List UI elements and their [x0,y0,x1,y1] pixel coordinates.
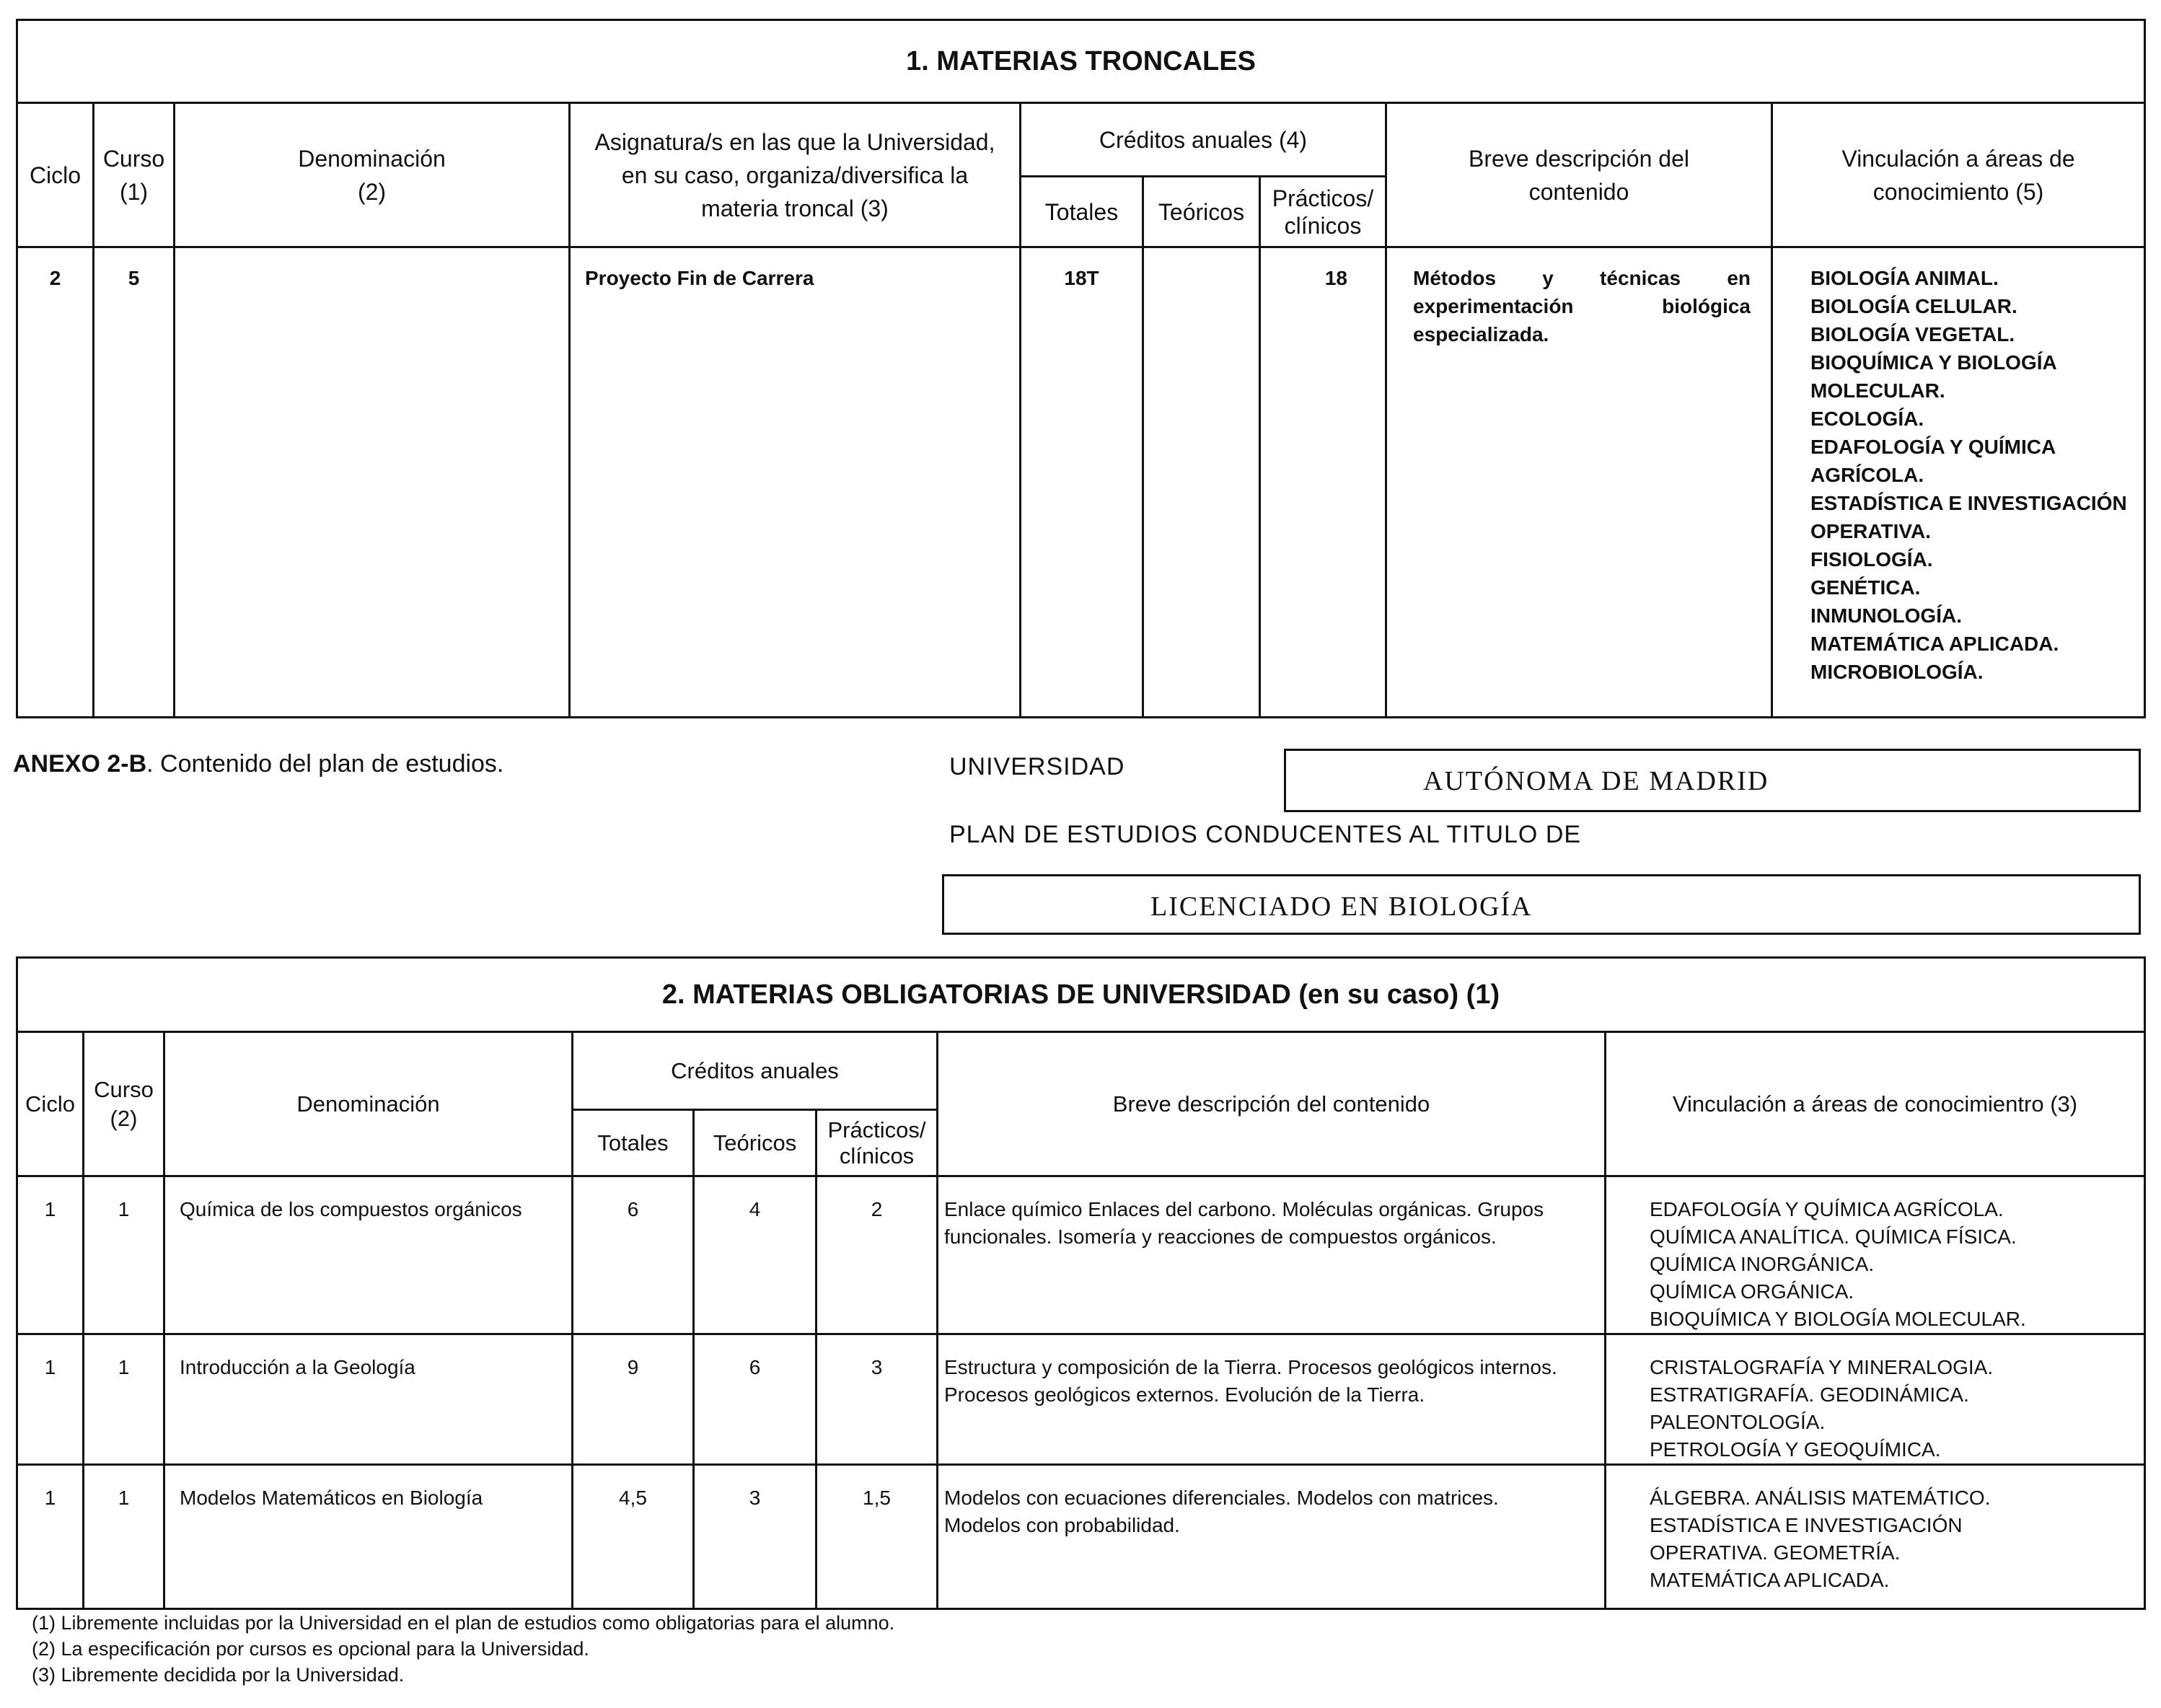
cell-totales: 9 [573,1334,694,1465]
cell-curso: 1 [84,1334,164,1465]
area-item: ECOLOGÍA. [1810,408,1924,430]
cell-denominacion: Modelos Matemáticos en Biología [164,1465,573,1609]
universidad-label: UNIVERSIDAD [949,753,1125,780]
area-item: ÁLGEBRA. ANÁLISIS MATEMÁTICO. [1650,1487,1991,1509]
cell-denominacion: Química de los compuestos orgánicos [164,1176,573,1334]
cell-teoricos: 6 [694,1334,817,1465]
cell-teoricos: 3 [694,1465,817,1609]
table-row [17,247,2145,718]
area-item: MATEMÁTICA APLICADA. [1650,1569,1890,1591]
hdr-vinculacion: Vinculación a áreas de conocimientro (3) [1606,1032,2145,1176]
cell-curso: 5 [94,247,175,718]
cell-ciclo: 1 [17,1334,84,1465]
area-item: OPERATIVA. [1810,520,1931,542]
area-item: AGRÍCOLA. [1810,464,1924,486]
footnotes [32,1610,894,1688]
area-item: QUÍMICA ANALÍTICA. QUÍMICA FÍSICA. [1650,1225,2017,1248]
hdr-vinculacion: Vinculación a áreas de conocimiento (5) [1772,103,2145,247]
cell-areas [1606,1334,2145,1465]
area-item: QUÍMICA ORGÁNICA. [1650,1280,1854,1303]
area-item: MATEMÁTICA APLICADA. [1810,633,2059,655]
hdr-asignaturas: Asignatura/s en las que la Universidad, en su caso, organiza/diversifica la materia troncal (3) [570,103,1021,247]
footnote: (1) Libremente incluidas por la Universidad en el plan de estudios como obligatorias para el alumno. [32,1612,895,1634]
cell-practicos: 18 [1260,247,1386,718]
cell-ciclo: 1 [17,1176,84,1334]
hdr-creditos: Créditos anuales [573,1032,938,1110]
area-item: BIOLOGÍA CELULAR. [1810,295,2017,317]
universidad-box: AUTÓNOMA DE MADRID [1284,749,2141,812]
titulo-box: LICENCIADO EN BIOLOGÍA [942,874,2141,935]
hdr-breve: Breve descripción del contenido [938,1032,1606,1176]
area-item: BIOLOGÍA ANIMAL. [1810,267,1999,289]
cell-practicos: 2 [817,1176,938,1334]
area-item: BIOQUÍMICA Y BIOLOGÍA [1810,351,2057,374]
hdr-curso: Curso (1) [94,103,175,247]
hdr-teoricos: Teóricos [1143,177,1260,247]
area-item: INMUNOLOGÍA. [1810,604,1962,627]
footnote: (3) Libremente decidida por la Universidad. [32,1664,405,1686]
cell-areas [1606,1465,2145,1609]
cell-ciclo: 1 [17,1465,84,1609]
materias-obligatorias-table [16,956,2146,1610]
hdr-denominacion: Denominación [164,1032,573,1176]
cell-breve: Métodos y técnicas en experimentación biológica especializada. [1386,247,1772,718]
cell-breve: Enlace químico Enlaces del carbono. Moléculas orgánicas. Grupos funcionales. Isomería y reacciones de compuestos orgánicos. [938,1176,1606,1334]
hdr-totales: Totales [573,1110,694,1176]
area-item: BIOLOGÍA VEGETAL. [1810,323,2015,345]
hdr-teoricos: Teóricos [694,1110,817,1176]
area-item: ESTADÍSTICA E INVESTIGACIÓN [1810,492,2127,514]
hdr-curso: Curso (2) [84,1032,164,1176]
cell-totales: 6 [573,1176,694,1334]
area-item: MOLECULAR. [1810,379,1945,402]
table2-title: 2. MATERIAS OBLIGATORIAS DE UNIVERSIDAD (en su caso) (1) [17,958,2145,1032]
cell-areas [1606,1176,2145,1334]
area-item: CRISTALOGRAFÍA Y MINERALOGIA. [1650,1356,1994,1378]
area-item: MICROBIOLOGÍA. [1810,661,1984,683]
area-item: QUÍMICA INORGÁNICA. [1650,1253,1875,1275]
cell-curso: 1 [84,1176,164,1334]
cell-breve: Modelos con ecuaciones diferenciales. Modelos con matrices. Modelos con probabilidad. [938,1465,1606,1609]
plan-label: PLAN DE ESTUDIOS CONDUCENTES AL TITULO DE [949,821,1582,848]
hdr-ciclo: Ciclo [17,103,94,247]
table-row [17,1334,2145,1465]
hdr-creditos: Créditos anuales (4) [1021,103,1386,177]
cell-asignatura: Proyecto Fin de Carrera [570,247,1021,718]
area-item: OPERATIVA. GEOMETRÍA. [1650,1541,1901,1564]
hdr-practicos: Prácticos/ clínicos [817,1110,938,1176]
cell-teoricos [1143,247,1260,718]
hdr-totales: Totales [1021,177,1143,247]
cell-teoricos: 4 [694,1176,817,1334]
cell-practicos: 1,5 [817,1465,938,1609]
area-item: GENÉTICA. [1810,576,1921,599]
hdr-breve: Breve descripción del contenido [1386,103,1772,247]
cell-totales: 18T [1021,247,1143,718]
cell-denominacion [175,247,570,718]
footnote: (2) La especificación por cursos es opcional para la Universidad. [32,1638,589,1660]
cell-ciclo: 2 [17,247,94,718]
hdr-denominacion: Denominación (2) [175,103,570,247]
cell-curso: 1 [84,1465,164,1609]
area-item: FISIOLOGÍA. [1810,548,1933,571]
cell-totales: 4,5 [573,1465,694,1609]
table-row [17,1465,2145,1609]
cell-areas [1772,247,2145,718]
cell-denominacion: Introducción a la Geología [164,1334,573,1465]
cell-practicos: 3 [817,1334,938,1465]
area-item: ESTADÍSTICA E INVESTIGACIÓN [1650,1514,1963,1536]
materias-troncales-table [16,19,2146,718]
area-item: EDAFOLOGÍA Y QUÍMICA AGRÍCOLA. [1650,1198,2004,1220]
anexo-heading: ANEXO 2-B. Contenido del plan de estudios. [13,750,504,778]
table-row [17,1176,2145,1334]
area-item: PALEONTOLOGÍA. [1650,1411,1826,1433]
cell-breve: Estructura y composición de la Tierra. Procesos geológicos internos. Procesos geológicos externos. Evolución de la Tierra. [938,1334,1606,1465]
hdr-ciclo: Ciclo [17,1032,84,1176]
area-item: ESTRATIGRAFÍA. GEODINÁMICA. [1650,1383,1969,1406]
area-item: PETROLOGÍA Y GEOQUÍMICA. [1650,1438,1941,1461]
area-item: BIOQUÍMICA Y BIOLOGÍA MOLECULAR. [1650,1308,2026,1330]
hdr-practicos: Prácticos/ clínicos [1260,177,1386,247]
area-item: EDAFOLOGÍA Y QUÍMICA [1810,436,2056,458]
table1-title: 1. MATERIAS TRONCALES [17,20,2145,103]
